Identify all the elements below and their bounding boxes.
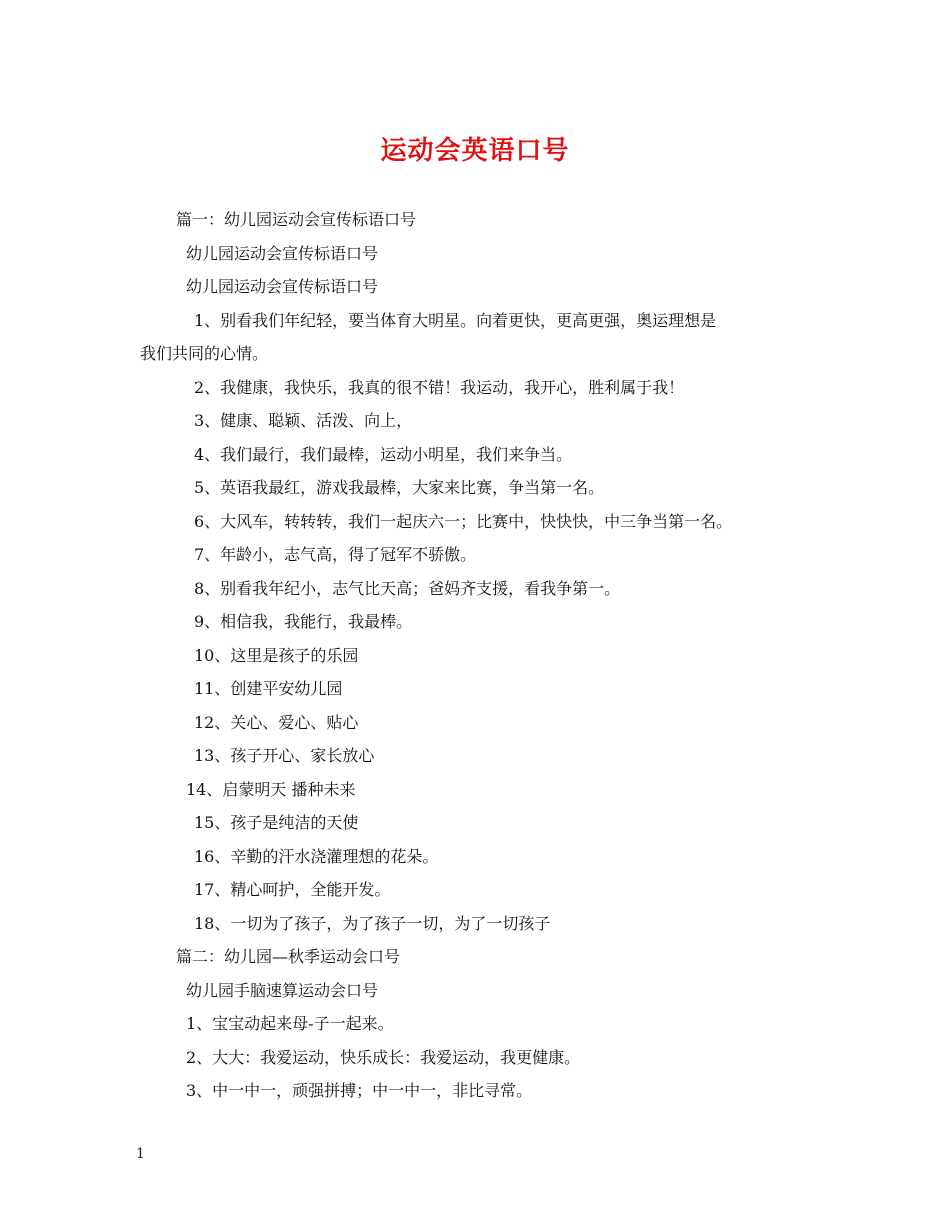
- subheading: 幼儿园运动会宣传标语口号: [186, 243, 379, 263]
- slogan-line: 9、相信我，我能行，我最棒。: [194, 612, 413, 631]
- slogan-line-continued: 我们共同的心情。: [140, 344, 269, 363]
- slogan-line: 18、一切为了孩子，为了孩子一切，为了一切孩子: [194, 913, 551, 933]
- slogan-line: 2、我健康，我快乐，我真的很不错！我运动，我开心，胜利属于我！: [194, 377, 685, 397]
- slogan-line: 6、大风车，转转转，我们一起庆六一；比赛中，快快快，中三争当第一名。: [194, 511, 733, 531]
- slogan-line: 15、孩子是纯洁的天使: [194, 813, 359, 832]
- subheading: 幼儿园运动会宣传标语口号: [186, 277, 379, 296]
- slogan-line: 14、启蒙明天 播种未来: [186, 779, 356, 799]
- slogan-line: 5、英语我最红，游戏我最棒，大家来比赛，争当第一名。: [194, 478, 605, 497]
- document-title: 运动会英语口号: [380, 136, 570, 166]
- slogan-line: 17、精心呵护，全能开发。: [194, 880, 391, 899]
- slogan-line: 3、健康、聪颖、活泼、向上，: [194, 411, 413, 430]
- section-heading-2: 篇二：幼儿园—秋季运动会口号: [176, 947, 401, 966]
- slogan-line: 11、创建平安幼儿园: [194, 679, 343, 698]
- slogan-line: 3、中一中一，顽强拼搏；中一中一，非比寻常。: [186, 1081, 533, 1100]
- page-number: 1: [136, 1146, 145, 1162]
- subheading: 幼儿园手脑速算运动会口号: [186, 980, 379, 1000]
- slogan-line: 2、大大：我爱运动，快乐成长：我爱运动，我更健康。: [186, 1047, 581, 1067]
- slogan-line: 16、辛勤的汗水浇灌理想的花朵。: [194, 846, 439, 866]
- slogan-line: 4、我们最行，我们最棒，运动小明星，我们来争当。: [194, 444, 573, 464]
- section-heading-1: 篇一：幼儿园运动会宣传标语口号: [176, 210, 417, 229]
- slogan-line: 1、别看我们年纪轻，要当体育大明星。向着更快，更高更强，奥运理想是: [194, 310, 717, 330]
- slogan-line: 7、年龄小，志气高，得了冠军不骄傲。: [194, 545, 477, 564]
- slogan-line: 1、宝宝动起来母-子一起来。: [186, 1014, 394, 1033]
- slogan-line: 10、这里是孩子的乐园: [194, 645, 359, 665]
- slogan-line: 8、别看我年纪小，志气比天高；爸妈齐支援，看我争第一。: [194, 578, 621, 598]
- slogan-line: 12、关心、爱心、贴心: [194, 712, 359, 732]
- document-body: [0, 203, 950, 1108]
- slogan-line: 13、孩子开心、家长放心: [194, 746, 375, 765]
